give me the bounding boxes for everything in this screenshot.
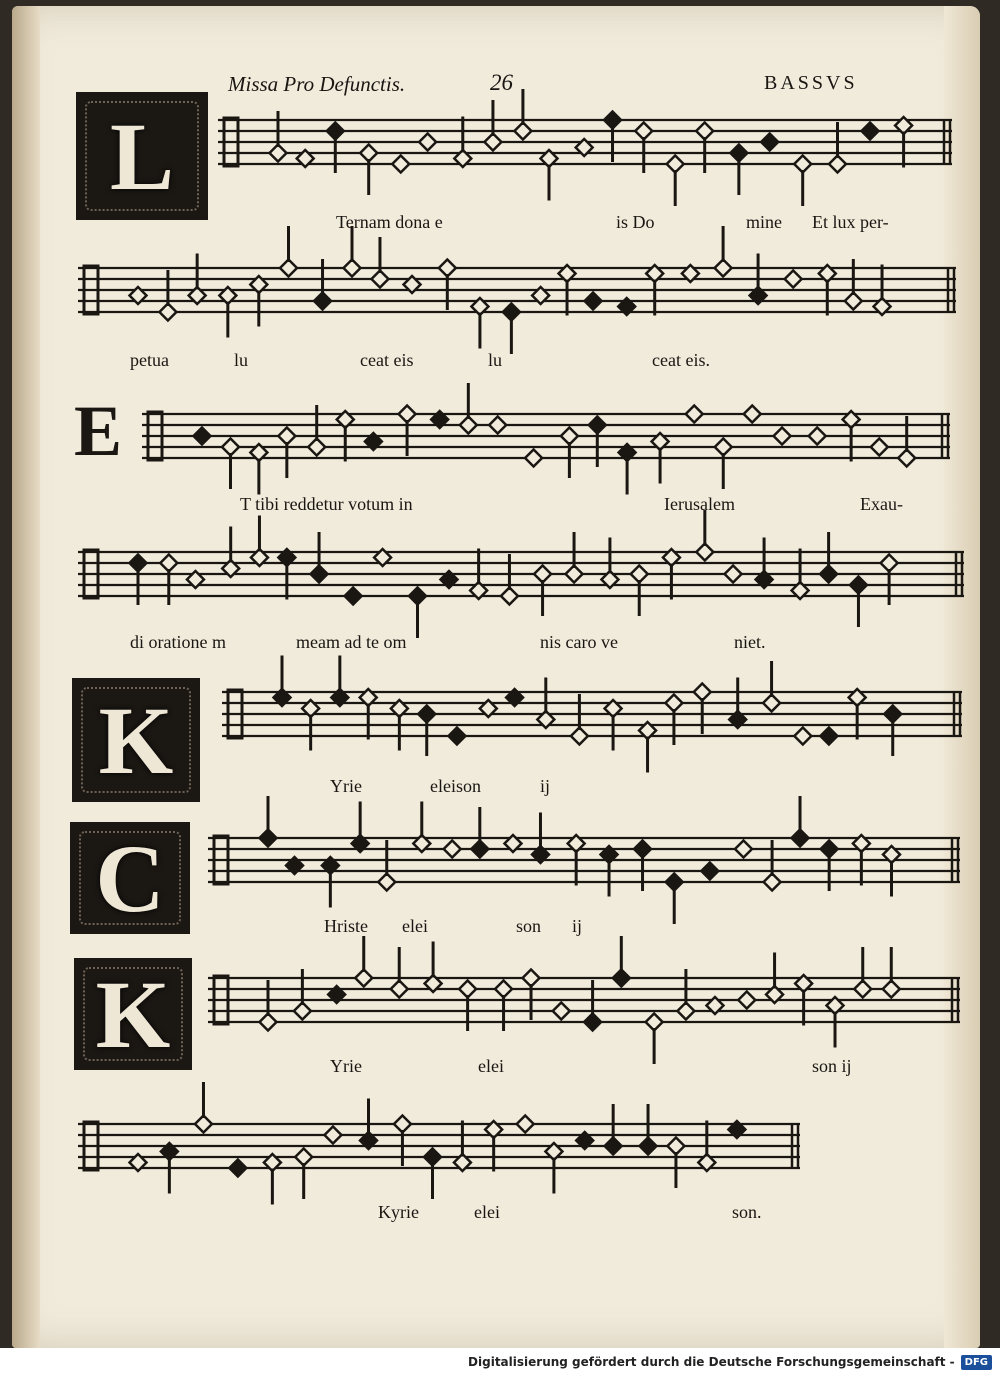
page-gutter [12, 6, 40, 1348]
lyric: Ierusalem [664, 494, 735, 514]
lyric: Et lux per- [812, 212, 889, 232]
lyrics-line-4 [12, 632, 980, 656]
lyric: elei [474, 1202, 500, 1222]
lyrics-line-1 [12, 212, 980, 236]
lyric: ceat eis. [652, 350, 710, 370]
lyric: son. [732, 1202, 762, 1222]
lyric: son [516, 916, 542, 936]
lyric: ceat eis [360, 350, 414, 370]
lyric: elei [402, 916, 428, 936]
dfg-logo: DFG [961, 1355, 992, 1370]
staff-2 [78, 254, 956, 364]
lyric: nis caro ve [540, 632, 618, 652]
lyrics-line-8 [12, 1202, 980, 1226]
voice-part: BASSVS [764, 72, 858, 94]
lyric: lu [234, 350, 249, 370]
lyric: petua [130, 350, 169, 370]
lyric: ij [540, 776, 551, 796]
lyrics-line-2 [12, 350, 980, 374]
lyric: lu [488, 350, 503, 370]
lyric: Ternam dona e [336, 212, 443, 232]
initial-k-kyrie-2: K [74, 958, 192, 1070]
initial-k-kyrie: K [72, 678, 200, 802]
lyric: T tibi reddetur votum in [240, 494, 413, 514]
header-title: Missa Pro Defunctis. [228, 72, 406, 96]
lyric: son ij [812, 1056, 852, 1076]
book-page [12, 6, 980, 1348]
lyric: meam ad te om [296, 632, 407, 652]
initial-c-christe: C [70, 822, 190, 934]
initial-l: L [76, 92, 208, 220]
lyric: Hriste [324, 916, 368, 936]
lyric: Yrie [330, 776, 362, 796]
digitization-footer [0, 1348, 1000, 1376]
lyric: Yrie [330, 1056, 362, 1076]
staff-1 [218, 106, 952, 216]
lyrics-line-3 [12, 494, 980, 518]
lyric: is Do [616, 212, 655, 232]
lyric: elei [478, 1056, 504, 1076]
lyric: ij [572, 916, 583, 936]
page-number: 26 [490, 70, 513, 95]
lyric: niet. [734, 632, 766, 652]
staff-5 [222, 678, 962, 788]
lyric: di oratione m [130, 632, 226, 652]
lyric: Kyrie [378, 1202, 419, 1222]
lyric: mine [746, 212, 782, 232]
funding-credit: Digitalisierung gefördert durch die Deutsche Forschungsgemeinschaft - [468, 1355, 955, 1369]
lyric: eleison [430, 776, 481, 796]
lyric: Exau- [860, 494, 903, 514]
initial-e: E [74, 391, 123, 471]
